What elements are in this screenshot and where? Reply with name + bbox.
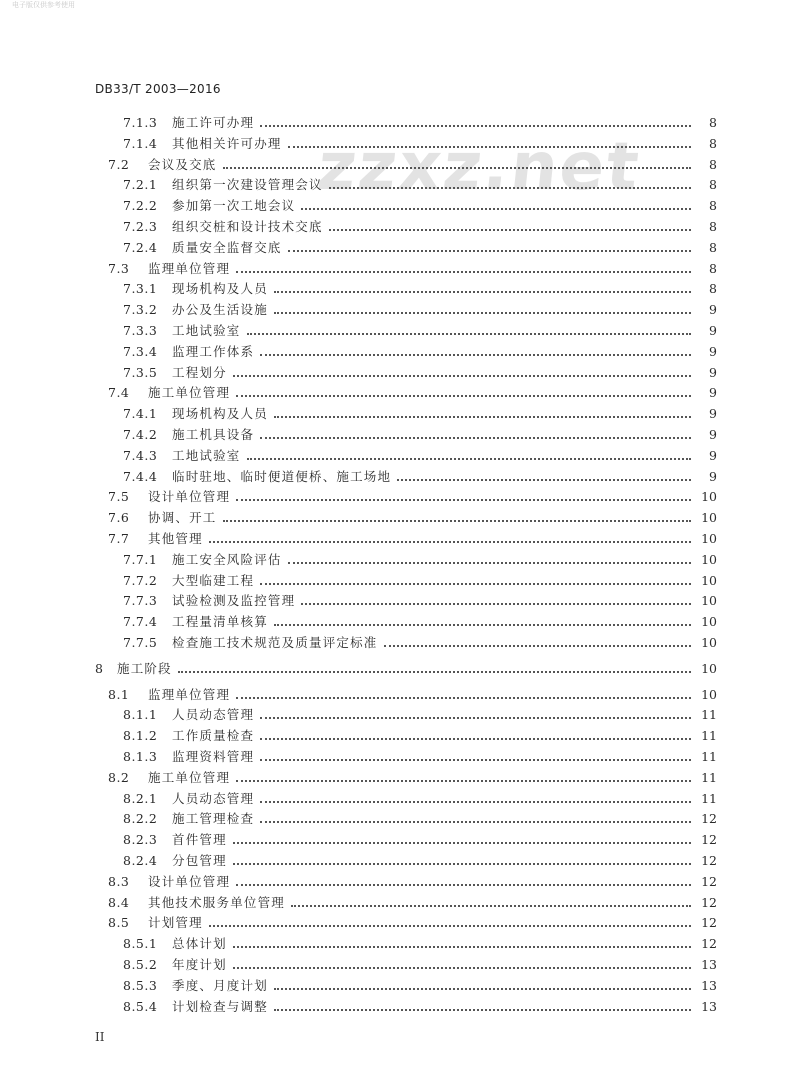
toc-page-number: 10	[701, 614, 717, 630]
toc-page-number: 10	[701, 572, 717, 588]
toc-entry[interactable]	[123, 321, 717, 341]
dot-leader	[223, 520, 691, 522]
toc-section-number: 8.1.3	[123, 749, 158, 764]
toc-title: 工地试验室	[172, 323, 241, 338]
dot-leader	[178, 671, 691, 673]
toc-entry[interactable]	[123, 705, 717, 725]
toc-entry[interactable]	[123, 747, 717, 767]
toc-entry[interactable]	[123, 425, 717, 445]
toc-title: 现场机构及人员	[172, 406, 268, 422]
toc-entry[interactable]	[123, 300, 717, 320]
toc-title: 总体计划	[172, 936, 227, 952]
toc-page-number: 8	[709, 281, 717, 297]
toc-section-number: 8.1.2	[123, 728, 158, 744]
dot-leader	[301, 603, 691, 605]
dot-leader	[329, 229, 691, 231]
toc-entry[interactable]	[108, 529, 717, 549]
toc-title: 监理工作体系	[172, 343, 255, 359]
toc-title: 施工单位管理	[148, 769, 231, 785]
toc-page-number: 10	[701, 510, 717, 526]
toc-page-number: 9	[709, 427, 717, 442]
toc-entry[interactable]	[123, 279, 717, 299]
toc-page-number: 13	[701, 977, 717, 993]
toc-page-number: 9	[709, 343, 717, 359]
dot-leader	[260, 717, 691, 719]
toc-title: 计划检查与调整	[172, 998, 268, 1014]
toc-title: 施工阶段	[117, 660, 172, 676]
toc-section-number: 7.4.4	[123, 468, 158, 484]
toc-page-number: 12	[701, 811, 717, 827]
watermark: zzxz.net	[313, 128, 645, 205]
toc-page-number: 8	[709, 219, 717, 234]
dot-leader	[288, 562, 691, 564]
toc-section-number: 7.7	[108, 531, 130, 546]
toc-section-number: 7.4.1	[123, 406, 158, 422]
toc-title: 组织第一次建设管理会议	[172, 177, 323, 193]
toc-entry[interactable]	[123, 612, 717, 632]
toc-page-number: 10	[701, 551, 717, 567]
document-header: DB33/T 2003—2016	[95, 82, 221, 96]
toc-section-number: 8.5.3	[123, 977, 158, 993]
toc-section-number: 7.3	[108, 260, 130, 276]
dot-leader	[233, 967, 691, 969]
toc-entry[interactable]	[123, 726, 717, 746]
toc-page-number: 8	[709, 115, 717, 130]
toc-title: 其他相关许可办理	[172, 135, 282, 151]
toc-title: 施工机具设备	[172, 427, 255, 442]
dot-leader	[384, 645, 691, 647]
toc-section-number: 7.3.2	[123, 302, 158, 318]
toc-section-number: 8.1.1	[123, 707, 158, 723]
toc-title: 监理单位管理	[148, 686, 231, 702]
toc-page-number: 11	[701, 707, 717, 723]
toc-title: 工地试验室	[172, 447, 241, 463]
toc-entry[interactable]	[123, 342, 717, 362]
toc-page-number: 10	[701, 660, 717, 676]
toc-page-number: 9	[709, 385, 717, 401]
toc-section-number: 8	[95, 660, 104, 676]
toc-page-number: 10	[701, 686, 717, 702]
toc-title: 施工安全风险评估	[172, 551, 282, 567]
dot-leader	[260, 759, 691, 761]
toc-title: 计划管理	[148, 915, 203, 931]
dot-leader	[329, 187, 691, 189]
dot-leader	[274, 416, 691, 418]
toc-page-number: 9	[709, 364, 717, 380]
toc-entry[interactable]	[108, 155, 717, 175]
toc-entry[interactable]	[108, 259, 717, 279]
toc-title: 协调、开工	[148, 510, 217, 526]
toc-section-number: 8.4	[108, 894, 130, 910]
toc-title: 年度计划	[172, 957, 227, 972]
dot-leader	[236, 697, 691, 699]
toc-page-number: 8	[709, 135, 717, 151]
dot-leader	[223, 167, 691, 169]
toc-entry[interactable]	[123, 196, 717, 216]
toc-title: 工作质量检查	[172, 728, 255, 744]
toc-entry[interactable]	[123, 363, 717, 383]
dot-leader	[274, 291, 691, 293]
toc-title: 人员动态管理	[172, 790, 255, 806]
toc-page-number: 12	[701, 915, 717, 931]
toc-page-number: 11	[701, 749, 717, 764]
toc-title: 季度、月度计划	[172, 977, 268, 993]
toc-section-number: 7.7.5	[123, 635, 158, 650]
toc-entry[interactable]	[123, 976, 717, 996]
toc-entry[interactable]	[108, 768, 717, 788]
toc-entry[interactable]	[123, 591, 717, 611]
toc-entry[interactable]	[108, 685, 717, 705]
dot-leader	[274, 624, 691, 626]
toc-entry[interactable]	[123, 113, 717, 133]
dot-leader	[260, 821, 691, 823]
toc-page-number: 10	[701, 531, 717, 546]
dot-leader	[247, 458, 691, 460]
dot-leader	[274, 988, 691, 990]
top-note: 电子版仅供参考使用	[12, 1, 75, 9]
toc-title: 办公及生活设施	[172, 302, 268, 318]
toc-title: 现场机构及人员	[172, 281, 268, 297]
toc-title: 设计单位管理	[148, 873, 231, 889]
dot-leader	[236, 499, 691, 501]
dot-leader	[236, 884, 691, 886]
toc-entry[interactable]	[123, 997, 717, 1017]
toc-title: 会议及交底	[148, 156, 217, 172]
toc-page-number: 12	[701, 936, 717, 952]
toc-entry[interactable]	[95, 659, 717, 679]
toc-section-number: 7.1.4	[123, 135, 158, 151]
toc-section-number: 7.3.5	[123, 364, 158, 380]
toc-page-number: 12	[701, 853, 717, 868]
toc-page-number: 8	[709, 198, 717, 214]
dot-leader	[288, 146, 691, 148]
toc-entry[interactable]	[123, 134, 717, 154]
dot-leader	[236, 780, 691, 782]
toc-title: 施工管理检查	[172, 811, 255, 827]
toc-entry[interactable]	[123, 550, 717, 570]
dot-leader	[233, 946, 691, 948]
toc-page-number: 11	[701, 790, 717, 806]
toc-section-number: 7.2.4	[123, 239, 158, 255]
dot-leader	[288, 250, 691, 252]
toc-section-number: 7.7.3	[123, 593, 158, 609]
toc-title: 参加第一次工地会议	[172, 198, 296, 214]
dot-leader	[260, 437, 691, 439]
toc-entry[interactable]	[108, 383, 717, 403]
toc-section-number: 8.2	[108, 769, 130, 785]
toc-page-number: 8	[709, 260, 717, 276]
toc-title: 施工许可办理	[172, 115, 255, 130]
toc-page-number: 9	[709, 447, 717, 463]
toc-entry[interactable]	[123, 955, 717, 975]
toc-title: 人员动态管理	[172, 707, 255, 723]
toc-entry[interactable]	[108, 872, 717, 892]
toc-title: 其他管理	[148, 531, 203, 546]
dot-leader	[397, 479, 691, 481]
toc-section-number: 7.3.3	[123, 323, 158, 338]
dot-leader	[291, 905, 691, 907]
toc-page-number: 11	[701, 769, 717, 785]
dot-leader	[209, 925, 691, 927]
toc-page-number: 12	[701, 873, 717, 889]
dot-leader	[233, 375, 691, 377]
dot-leader	[236, 395, 691, 397]
toc-page-number: 10	[701, 489, 717, 505]
toc-entry[interactable]	[123, 830, 717, 850]
toc-entry[interactable]	[108, 913, 717, 933]
toc-section-number: 7.2.2	[123, 198, 158, 214]
toc-title: 工程划分	[172, 364, 227, 380]
toc-section-number: 7.7.4	[123, 614, 158, 630]
toc-section-number: 7.2	[108, 156, 130, 172]
toc-title: 施工单位管理	[148, 385, 231, 401]
toc-section-number: 8.2.4	[123, 853, 158, 868]
dot-leader	[233, 863, 691, 865]
toc-page-number: 12	[701, 894, 717, 910]
toc-entry[interactable]	[123, 851, 717, 871]
toc-title: 试验检测及监控管理	[172, 593, 296, 609]
toc-page-number: 8	[709, 156, 717, 172]
toc-page-number: 13	[701, 957, 717, 972]
toc-section-number: 7.5	[108, 489, 130, 505]
dot-leader	[260, 354, 691, 356]
toc-section-number: 7.2.3	[123, 219, 158, 234]
toc-page-number: 10	[701, 635, 717, 650]
toc-title: 工程量清单核算	[172, 614, 268, 630]
dot-leader	[247, 333, 691, 335]
toc-section-number: 7.4.3	[123, 447, 158, 463]
toc-page-number: 9	[709, 468, 717, 484]
toc-entry[interactable]	[123, 789, 717, 809]
toc-section-number: 8.2.1	[123, 790, 158, 806]
toc-section-number: 7.2.1	[123, 177, 158, 193]
toc-title: 组织交桩和设计技术交底	[172, 219, 323, 234]
toc-entry[interactable]	[108, 508, 717, 528]
dot-leader	[236, 271, 691, 273]
toc-section-number: 8.5.1	[123, 936, 158, 952]
toc-entry[interactable]	[123, 809, 717, 829]
toc-section-number: 7.3.4	[123, 343, 158, 359]
toc-title: 分包管理	[172, 853, 227, 868]
toc-section-number: 8.2.3	[123, 832, 158, 848]
toc-section-number: 7.6	[108, 510, 130, 526]
toc-section-number: 8.2.2	[123, 811, 158, 827]
toc-entry[interactable]	[123, 238, 717, 258]
toc-title: 监理单位管理	[148, 260, 231, 276]
toc-title: 检查施工技术规范及质量评定标准	[172, 635, 378, 650]
toc-section-number: 8.5	[108, 915, 130, 931]
toc-title: 其他技术服务单位管理	[148, 894, 286, 910]
toc-section-number: 8.1	[108, 686, 130, 702]
toc-title: 质量安全监督交底	[172, 239, 282, 255]
dot-leader	[260, 125, 691, 127]
toc-page-number: 8	[709, 177, 717, 193]
toc-section-number: 7.4	[108, 385, 130, 401]
toc-entry[interactable]	[123, 467, 717, 487]
toc-section-number: 7.7.2	[123, 572, 158, 588]
toc-entry[interactable]	[123, 175, 717, 195]
toc-section-number: 8.3	[108, 873, 130, 889]
toc-section-number: 7.7.1	[123, 551, 158, 567]
toc-page-number: 9	[709, 302, 717, 318]
toc-entry[interactable]	[123, 633, 717, 653]
toc-section-number: 7.1.3	[123, 115, 158, 130]
toc-title: 大型临建工程	[172, 572, 255, 588]
toc-title: 首件管理	[172, 832, 227, 848]
toc-section-number: 7.3.1	[123, 281, 158, 297]
dot-leader	[260, 583, 691, 585]
dot-leader	[260, 738, 691, 740]
toc-page-number: 9	[709, 323, 717, 338]
toc-section-number: 8.5.2	[123, 957, 158, 972]
toc-page-number: 12	[701, 832, 717, 848]
toc-title: 设计单位管理	[148, 489, 231, 505]
page-number: II	[95, 1030, 105, 1044]
toc-entry[interactable]	[108, 487, 717, 507]
dot-leader	[274, 312, 691, 314]
toc-entry[interactable]	[123, 571, 717, 591]
dot-leader	[233, 842, 691, 844]
toc-section-number: 7.4.2	[123, 427, 158, 442]
toc-title: 监理资料管理	[172, 749, 255, 764]
dot-leader	[260, 801, 691, 803]
toc-page-number: 11	[701, 728, 717, 744]
toc-section-number: 8.5.4	[123, 998, 158, 1014]
toc-entry[interactable]	[123, 934, 717, 954]
toc-page-number: 10	[701, 593, 717, 609]
toc-page-number: 8	[709, 239, 717, 255]
toc-page-number: 9	[709, 406, 717, 422]
toc-entry[interactable]	[123, 446, 717, 466]
toc-entry[interactable]	[123, 404, 717, 424]
toc-entry[interactable]	[123, 217, 717, 237]
dot-leader	[301, 208, 691, 210]
toc-title: 临时驻地、临时便道便桥、施工场地	[172, 468, 392, 484]
toc-entry[interactable]	[108, 893, 717, 913]
dot-leader	[209, 541, 691, 543]
toc-page-number: 13	[701, 998, 717, 1014]
dot-leader	[274, 1009, 691, 1011]
